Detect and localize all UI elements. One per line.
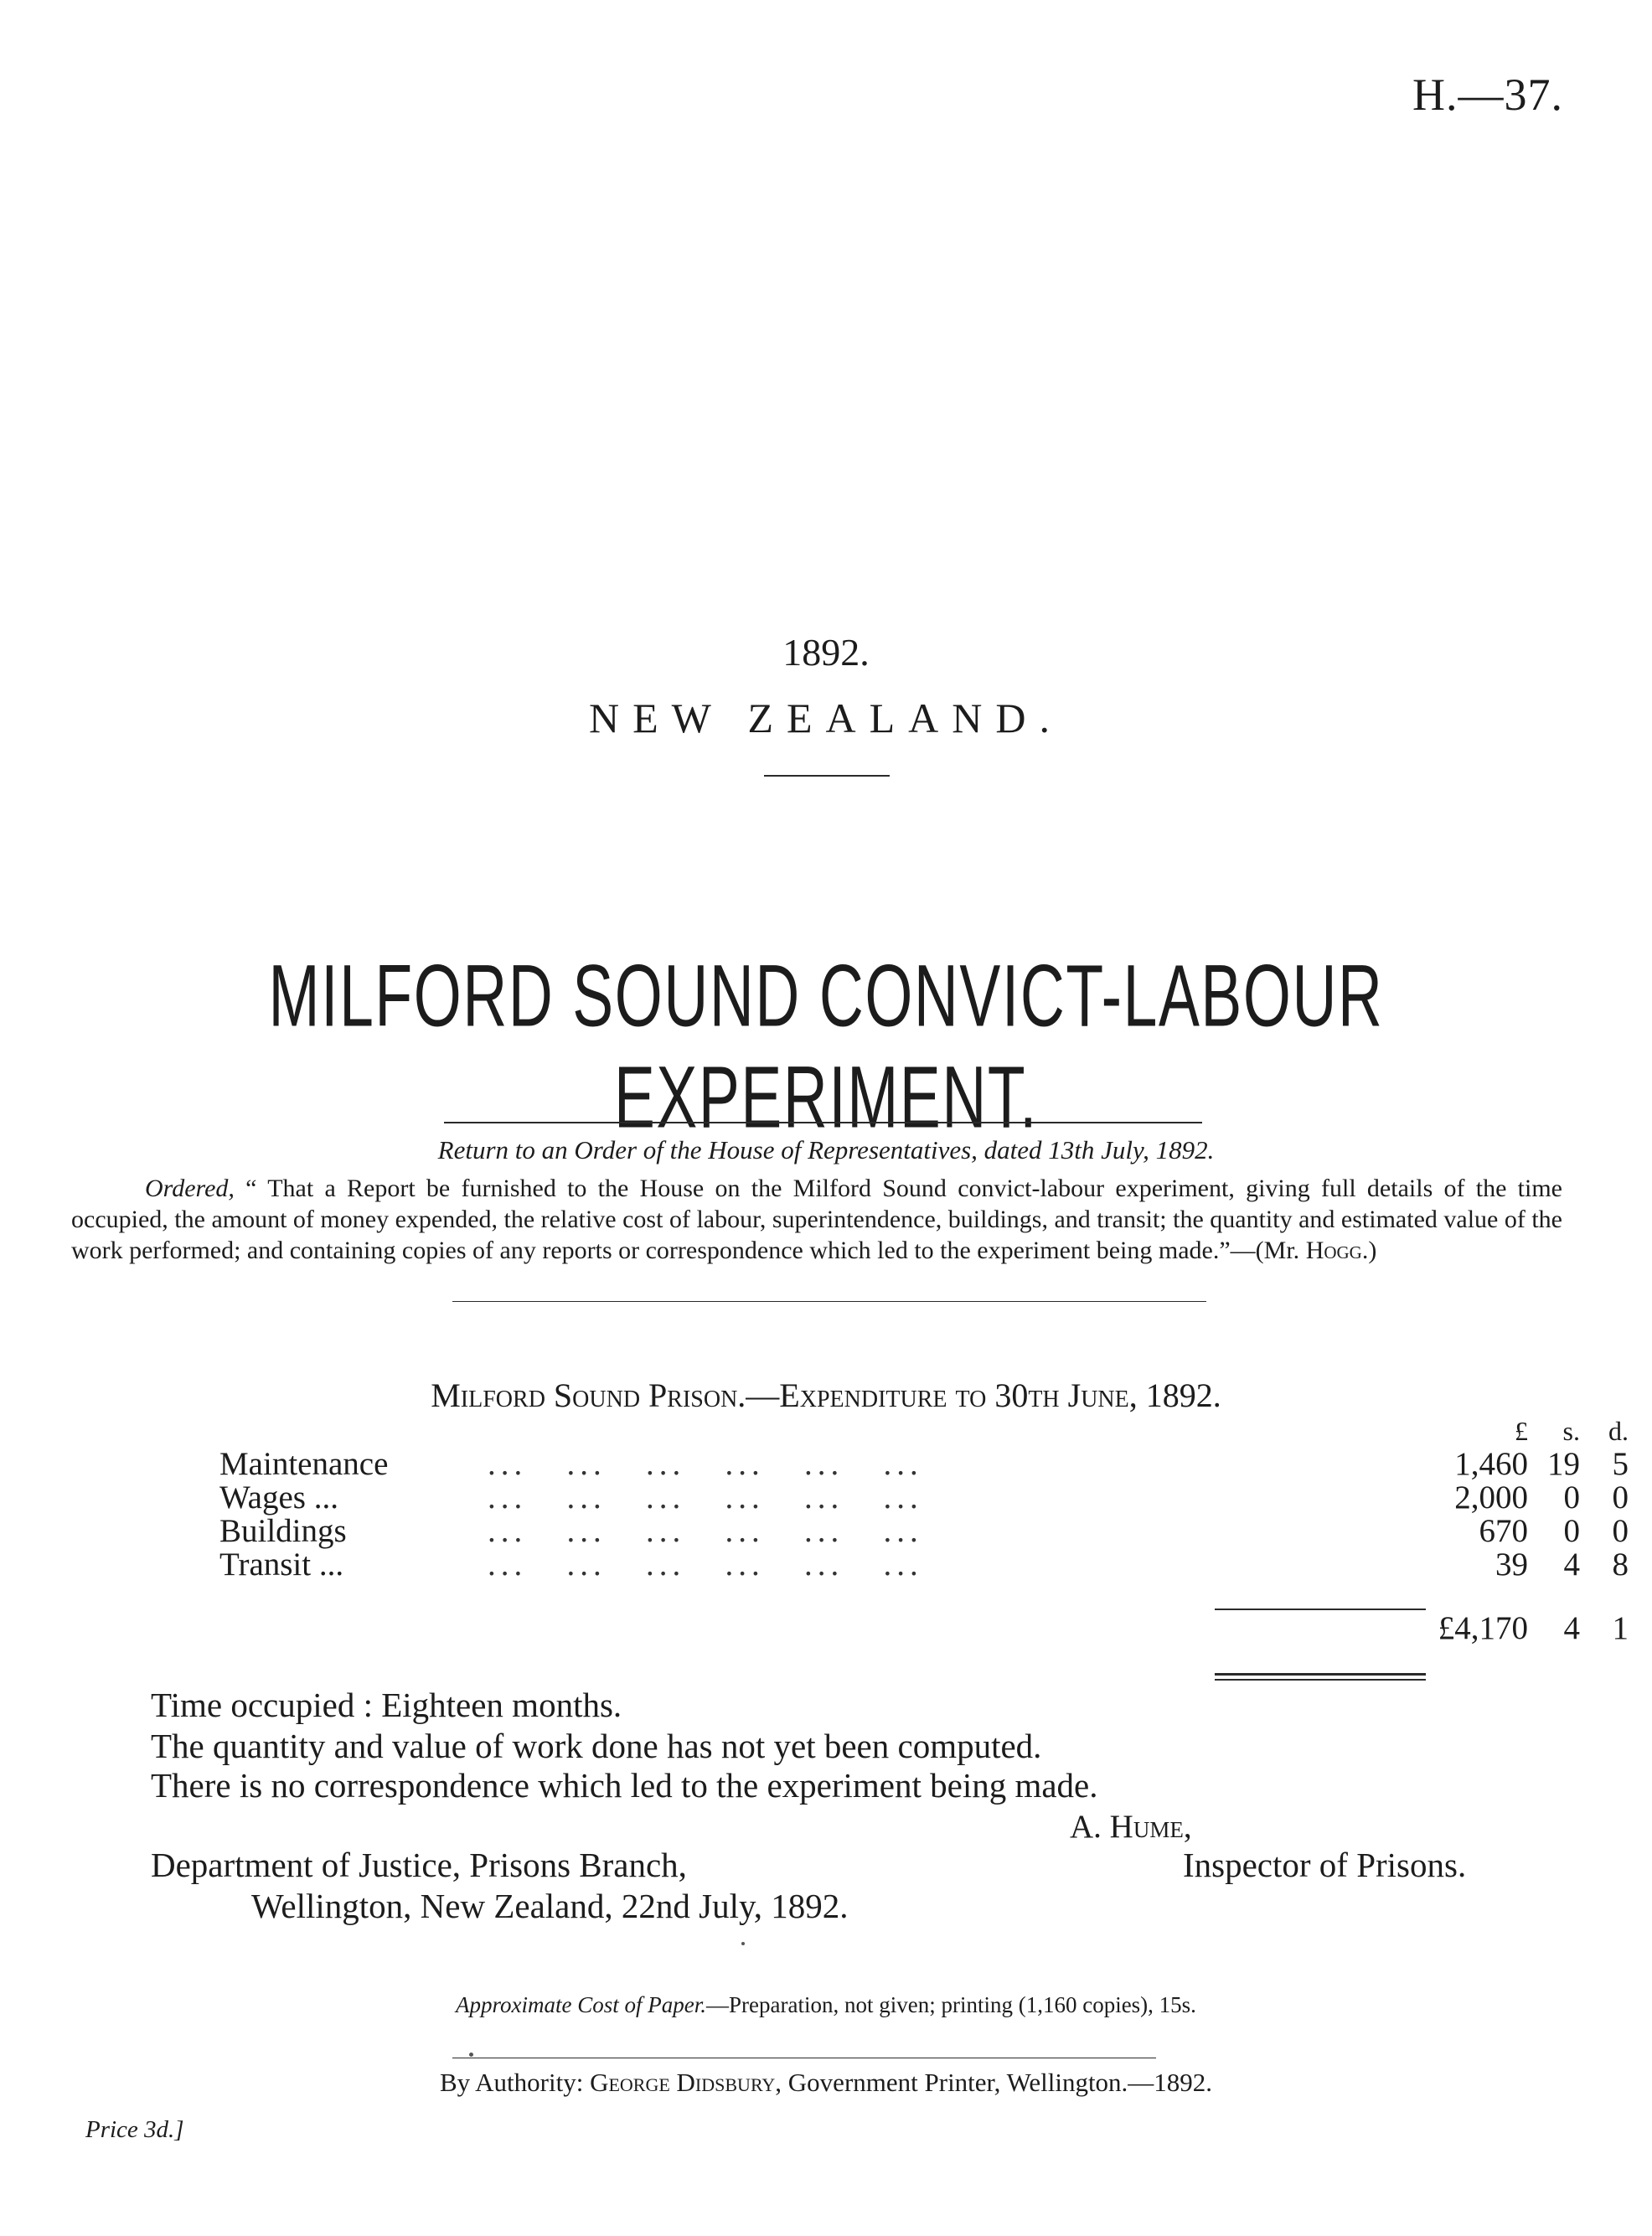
print-speck	[469, 2053, 473, 2057]
row-pounds: 2,000	[1454, 1479, 1528, 1516]
publication-year: 1892.	[782, 631, 870, 674]
short-divider	[764, 775, 890, 777]
print-speck	[741, 1942, 745, 1945]
row-pence: 8	[1612, 1547, 1629, 1583]
table-row	[219, 1515, 1629, 1548]
row-shillings: 4	[1563, 1547, 1580, 1583]
ordered-word: Ordered,	[145, 1175, 235, 1202]
total-pence: 1	[1612, 1610, 1629, 1646]
page-reference: H.—37.	[1412, 70, 1563, 120]
row-leader: ... ... ... ... ... ...	[488, 1513, 923, 1549]
row-pounds: 670	[1479, 1513, 1528, 1549]
total-double-rule-top	[1215, 1673, 1426, 1676]
currency-header-row	[219, 1414, 1629, 1448]
total-pounds: £4,170	[1438, 1610, 1528, 1646]
printer-name: George Didsbury	[590, 2068, 776, 2097]
correspondence-line: There is no correspondence which led to the experiment being made.	[151, 1766, 1098, 1805]
row-leader: ... ... ... ... ... ...	[488, 1547, 923, 1583]
order-body: “ That a Report be furnished to the House on the Milford Sound convict-labour experiment, giving full details of the time occupied, the amount of money expended, the relative cost of labour, superintendence, buildings, and transit; the quantity and estimated value of the work performed; and containing copies of any reports or correspondence which led to the experiment being made.”—(Mr.	[71, 1175, 1562, 1264]
total-double-rule-bottom	[1215, 1679, 1426, 1681]
total-shillings: 4	[1563, 1610, 1580, 1646]
table-row	[219, 1548, 1629, 1582]
row-pence: 0	[1612, 1513, 1629, 1549]
authority-line	[0, 2068, 1652, 2098]
row-pounds: 1,460	[1454, 1446, 1528, 1482]
row-item: Transit ...	[219, 1547, 344, 1583]
row-shillings: 0	[1563, 1513, 1580, 1549]
table-row	[219, 1448, 1629, 1481]
table-row	[219, 1481, 1629, 1515]
row-shillings: 19	[1547, 1446, 1580, 1482]
row-item: Buildings	[219, 1513, 347, 1549]
row-item: Maintenance	[219, 1446, 389, 1482]
cost-of-paper-note	[0, 1992, 1652, 2018]
signatory-name: A. Hume,	[1070, 1809, 1192, 1845]
shillings-header: s.	[1562, 1416, 1580, 1446]
row-pence: 0	[1612, 1479, 1629, 1516]
subtotal-rule	[1215, 1609, 1426, 1610]
expenditure-table	[219, 1414, 1629, 1645]
department-line-2: Wellington, New Zealand, 22nd July, 1892.	[251, 1887, 849, 1925]
pounds-header: £	[1515, 1416, 1528, 1446]
price-note: Price 3d.]	[85, 2116, 184, 2143]
row-leader: ... ... ... ... ... ...	[488, 1479, 923, 1516]
expenditure-heading: Milford Sound Prison.—Expenditure to 30th June, 1892.	[431, 1376, 1221, 1414]
total-row	[219, 1582, 1629, 1645]
row-pence: 5	[1612, 1446, 1629, 1482]
signatory-title: Inspector of Prisons.	[1183, 1846, 1467, 1884]
time-occupied-line: Time occupied : Eighteen months.	[151, 1686, 622, 1724]
return-order-line: Return to an Order of the House of Representatives, dated 13th July, 1892.	[437, 1135, 1215, 1164]
document-title: MILFORD SOUND CONVICT-LABOUR EXPERIMENT.	[268, 946, 1384, 1146]
cost-text: —Preparation, not given; printing (1,160 copies), 15s.	[706, 1992, 1196, 2017]
department-line-1: Department of Justice, Prisons Branch,	[151, 1846, 687, 1884]
order-top-rule	[444, 1122, 1202, 1123]
pence-header: d.	[1608, 1416, 1629, 1446]
row-shillings: 0	[1563, 1479, 1580, 1516]
row-leader: ... ... ... ... ... ...	[488, 1446, 923, 1482]
authority-prefix: By Authority:	[439, 2068, 584, 2097]
order-closing: .)	[1361, 1237, 1377, 1264]
authority-suffix: , Government Printer, Wellington.—1892.	[775, 2068, 1213, 2097]
row-pounds: 39	[1495, 1547, 1528, 1583]
order-paragraph	[71, 1173, 1562, 1266]
quantity-line: The quantity and value of work done has not yet been computed.	[151, 1727, 1042, 1765]
order-bottom-rule	[452, 1301, 1206, 1302]
row-item: Wages ...	[219, 1479, 338, 1516]
cost-label: Approximate Cost of Paper.	[456, 1992, 707, 2017]
country-heading: NEW ZEALAND.	[589, 695, 1063, 741]
order-mover: Hogg	[1305, 1237, 1362, 1264]
